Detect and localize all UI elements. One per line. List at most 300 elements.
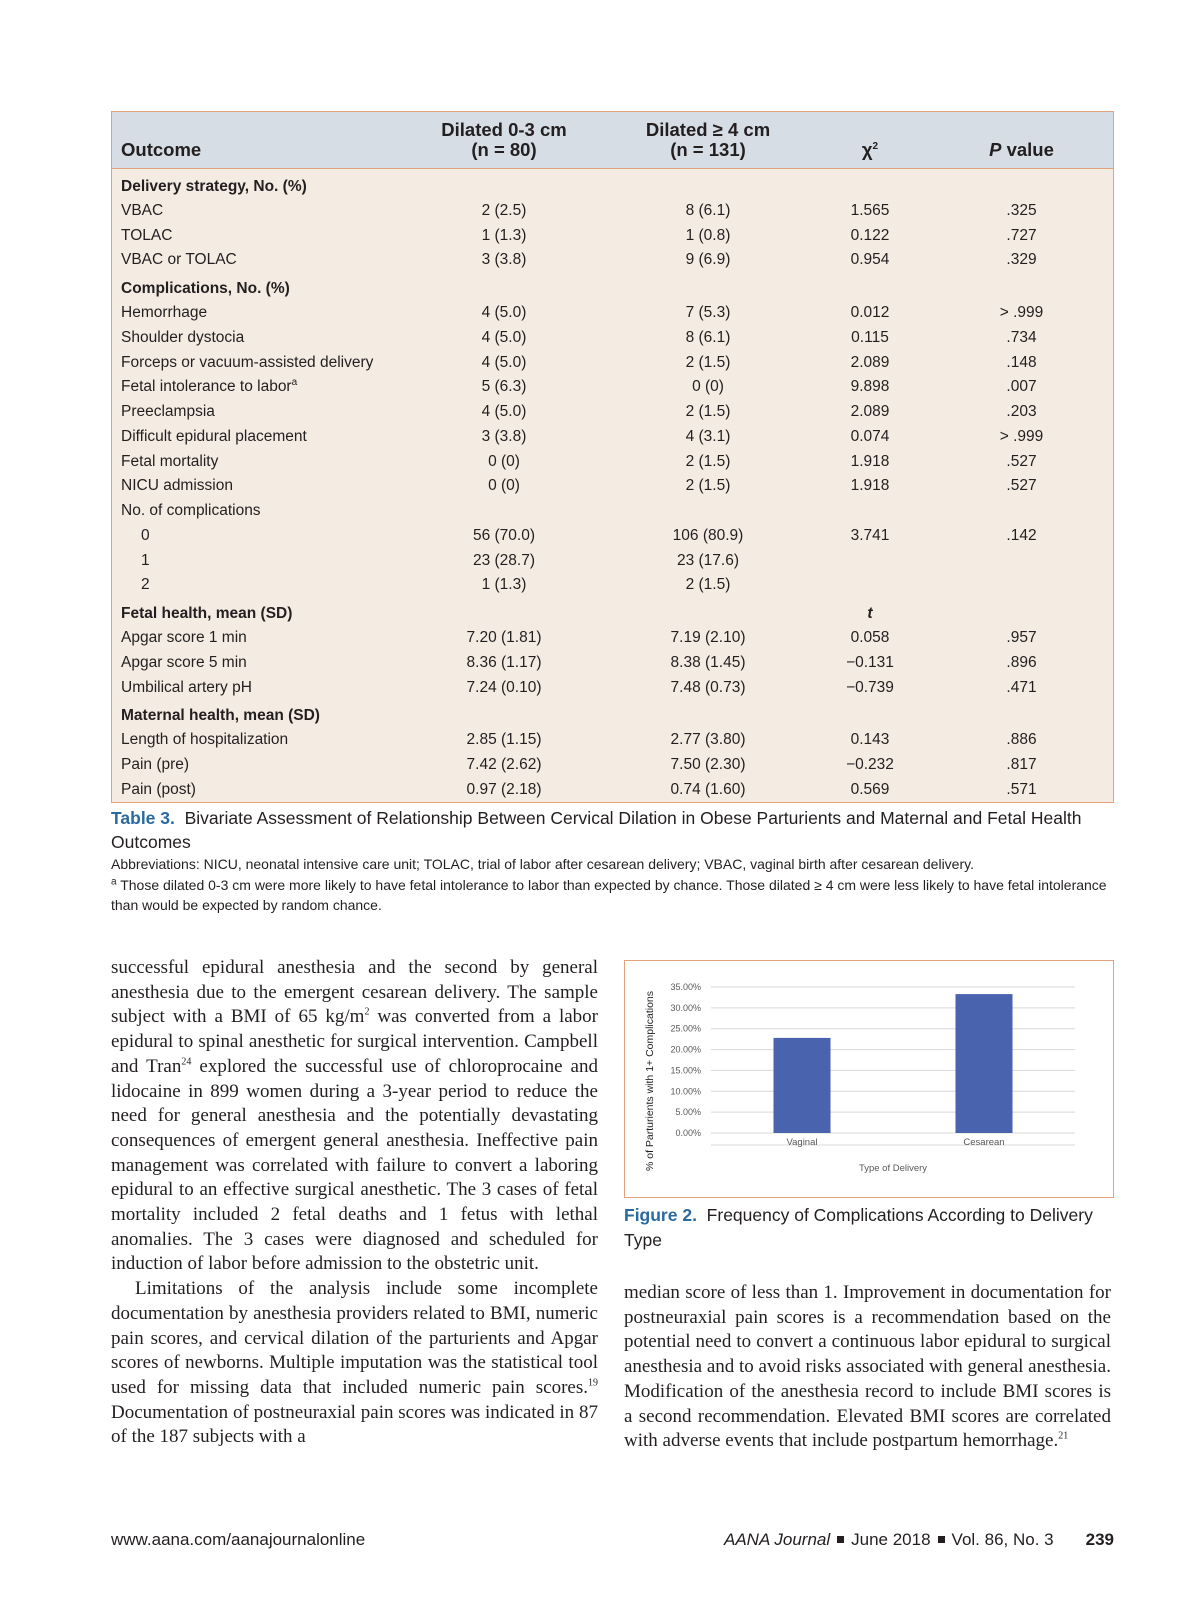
cell-outcome-text: Apgar score 1 min (121, 629, 247, 647)
cell-statistic (810, 223, 930, 248)
cell-outcome (112, 223, 402, 248)
cell-dilated-4-plus-text: 2 (1.5) (685, 576, 731, 594)
table-row (112, 326, 1113, 351)
cell-outcome (112, 573, 402, 598)
cell-p-value (930, 474, 1113, 499)
header-pvalue-rest: value (1001, 138, 1054, 160)
cell-outcome (112, 326, 402, 351)
cell-dilated-4-plus-text: 4 (3.1) (685, 427, 731, 445)
cell-outcome (112, 168, 402, 199)
cell-statistic-text: −0.232 (846, 756, 894, 774)
cell-dilated-4-plus (606, 753, 810, 778)
cell-dilated-0-3-text: 2 (2.5) (481, 201, 527, 219)
cell-dilated-4-plus (606, 675, 810, 700)
table-header-row (112, 112, 1113, 168)
table-row (112, 400, 1113, 425)
separator-square-icon (938, 1536, 945, 1543)
cell-p-value (930, 350, 1113, 375)
cell-outcome-text: Apgar score 5 min (121, 653, 247, 671)
footnote-mark: a (111, 875, 117, 887)
cell-outcome (112, 548, 402, 573)
cell-statistic (810, 168, 930, 199)
cell-dilated-4-plus (606, 778, 810, 803)
cell-p-value (930, 400, 1113, 425)
y-tick-label: 25.00% (670, 1023, 701, 1034)
header-pvalue-p: P (989, 138, 1002, 160)
cell-p-value (930, 499, 1113, 524)
cell-dilated-4-plus-text: 8.38 (1.45) (670, 653, 746, 671)
cell-dilated-0-3 (402, 753, 606, 778)
cell-statistic (810, 350, 930, 375)
x-tick-label: Vaginal (786, 1137, 818, 1148)
cell-outcome-text: 2 (141, 576, 150, 594)
cell-statistic (810, 524, 930, 549)
cell-p-value-text: .203 (1006, 403, 1037, 421)
cell-dilated-0-3-text: 5 (6.3) (481, 378, 527, 396)
cell-dilated-0-3 (402, 375, 606, 400)
cell-dilated-0-3-text: 3 (3.8) (481, 251, 527, 269)
cell-statistic-text: 0.122 (850, 226, 890, 244)
body-text: Limitations of the analysis include some incomplete documentation by anesthesia providers related to BMI, numeric pain scores, and cervical dilation of the parturients and Apgar scores of newborns. Multiple imputation was the statistical tool used for missing data that included numeric pain scores. (111, 1278, 598, 1398)
cell-dilated-0-3 (402, 499, 606, 524)
cell-p-value-text: .727 (1006, 226, 1037, 244)
cell-dilated-4-plus-text: 1 (0.8) (685, 226, 731, 244)
table-abbreviations: Abbreviations: NICU, neonatal intensive care unit; TOLAC, trial of labor after cesarean delivery; VBAC, vaginal birth after cesarean delivery. (111, 856, 974, 872)
cell-dilated-0-3 (402, 626, 606, 651)
cell-statistic-text: 0.143 (850, 731, 890, 749)
cell-outcome-text: VBAC (121, 201, 164, 219)
cell-outcome (112, 199, 402, 224)
table-section-row (112, 700, 1113, 728)
cell-dilated-4-plus (606, 626, 810, 651)
cell-statistic-text: 1.918 (850, 452, 890, 470)
cell-statistic (810, 499, 930, 524)
cell-dilated-4-plus-text: 9 (6.9) (685, 251, 731, 269)
cell-outcome (112, 700, 402, 728)
table-row (112, 778, 1113, 803)
outcomes-table (112, 112, 1113, 802)
cell-dilated-0-3 (402, 474, 606, 499)
cell-dilated-0-3 (402, 301, 606, 326)
cell-dilated-0-3 (402, 425, 606, 450)
cell-dilated-0-3-text: 0 (0) (488, 452, 520, 470)
reference-superscript: 24 (181, 1056, 192, 1068)
table-footnote (111, 875, 1114, 916)
table-section-row (112, 598, 1113, 626)
table-label: Table 3. (111, 808, 175, 828)
cell-dilated-4-plus (606, 449, 810, 474)
cell-dilated-0-3 (402, 449, 606, 474)
cell-dilated-0-3 (402, 524, 606, 549)
cell-statistic (810, 474, 930, 499)
cell-statistic-text: 3.741 (850, 526, 890, 544)
table-row (112, 626, 1113, 651)
cell-outcome (112, 400, 402, 425)
cell-statistic-text: 1.565 (850, 201, 890, 219)
cell-p-value (930, 651, 1113, 676)
cell-p-value (930, 199, 1113, 224)
footnote-mark: a (291, 377, 298, 389)
cell-p-value (930, 248, 1113, 273)
cell-statistic (810, 375, 930, 400)
cell-p-value (930, 728, 1113, 753)
cell-statistic-text: 2.089 (850, 403, 890, 421)
cell-outcome-text: Complications, No. (%) (121, 279, 290, 297)
table-title: Bivariate Assessment of Relationship Between Cervical Dilation in Obese Parturients and Maternal and Fetal Health Outcomes (111, 808, 1082, 852)
cell-statistic-text: −0.131 (846, 653, 894, 671)
cell-outcome-text: TOLAC (121, 226, 173, 244)
body-column-left (111, 956, 598, 1450)
cell-outcome (112, 626, 402, 651)
cell-statistic (810, 400, 930, 425)
table-row (112, 753, 1113, 778)
cell-statistic (810, 301, 930, 326)
y-tick-label: 30.00% (670, 1002, 701, 1013)
x-tick-label: Cesarean (963, 1137, 1005, 1148)
cell-p-value (930, 375, 1113, 400)
cell-dilated-4-plus (606, 573, 810, 598)
y-tick-label: 10.00% (670, 1086, 701, 1097)
table-row (112, 524, 1113, 549)
footer-date: June 2018 (851, 1530, 931, 1549)
cell-p-value-text: .957 (1006, 629, 1037, 647)
cell-dilated-4-plus (606, 700, 810, 728)
cell-outcome (112, 728, 402, 753)
table-row (112, 651, 1113, 676)
footer-journal: AANA Journal (723, 1530, 831, 1549)
table-row (112, 375, 1113, 400)
cell-statistic (810, 425, 930, 450)
cell-p-value-text: > .999 (999, 304, 1044, 322)
cell-dilated-0-3 (402, 700, 606, 728)
cell-outcome-text: Pain (post) (121, 780, 196, 798)
body-column-right (624, 1281, 1111, 1454)
cell-p-value (930, 626, 1113, 651)
table-row (112, 449, 1113, 474)
cell-outcome-text: Fetal mortality (121, 452, 219, 470)
cell-outcome-text: Delivery strategy, No. (%) (121, 177, 307, 195)
cell-statistic-text: t (867, 604, 873, 622)
cell-dilated-4-plus-text: 106 (80.9) (672, 526, 744, 544)
cell-dilated-4-plus (606, 168, 810, 199)
body-text: explored the successful use of chloroprocaine and lidocaine in 899 women during a 3-year period to reduce the need for general anesthesia and the potentially devastating consequences of emergent general anesthesia. Ineffective pain management was correlated with failure to convert a laboring epidural to an effective surgical anesthetic. The 3 cases of fetal mortality included 2 fetal deaths and 1 fetus with lethal anomalies. The 3 cases were diagnosed and scheduled for induction of labor before admission to the obstetric unit. (111, 1055, 598, 1275)
cell-dilated-4-plus-text: 2 (1.5) (685, 353, 731, 371)
footnote-text: Those dilated 0-3 cm were more likely to have fetal intolerance to labor than expected by chance. Those dilated ≥ 4 cm were less likely to have fetal intolerance than would be expected by random chance. (111, 876, 1107, 913)
cell-statistic (810, 700, 930, 728)
cell-p-value-text: .527 (1006, 452, 1037, 470)
cell-statistic (810, 778, 930, 803)
cell-dilated-0-3 (402, 326, 606, 351)
cell-p-value (930, 573, 1113, 598)
cell-p-value-text: .007 (1006, 378, 1037, 396)
cell-statistic (810, 573, 930, 598)
cell-outcome (112, 675, 402, 700)
cell-dilated-0-3-text: 4 (5.0) (481, 328, 527, 346)
cell-dilated-4-plus-text: 7.50 (2.30) (670, 756, 746, 774)
cell-dilated-0-3 (402, 548, 606, 573)
table-3 (111, 111, 1114, 803)
cell-dilated-4-plus (606, 651, 810, 676)
cell-dilated-4-plus-text: 8 (6.1) (685, 201, 731, 219)
cell-statistic (810, 651, 930, 676)
cell-outcome (112, 524, 402, 549)
cell-statistic-text: 0.058 (850, 629, 890, 647)
cell-dilated-4-plus (606, 273, 810, 301)
cell-outcome (112, 248, 402, 273)
cell-outcome-text: VBAC or TOLAC (121, 251, 237, 269)
cell-dilated-4-plus (606, 375, 810, 400)
table-row (112, 728, 1113, 753)
cell-dilated-0-3-text: 4 (5.0) (481, 304, 527, 322)
cell-dilated-4-plus-text: 2 (1.5) (685, 403, 731, 421)
cell-statistic (810, 728, 930, 753)
cell-dilated-0-3-text: 56 (70.0) (472, 526, 536, 544)
cell-statistic (810, 626, 930, 651)
cell-p-value (930, 700, 1113, 728)
cell-statistic-text: 2.089 (850, 353, 890, 371)
header-outcome-label: Outcome (121, 138, 202, 160)
paragraph-anesthesia (111, 956, 598, 1277)
cell-dilated-0-3-text: 1 (1.3) (481, 226, 527, 244)
cell-p-value-text: .329 (1006, 251, 1037, 269)
reference-superscript: 2 (364, 1007, 370, 1019)
cell-p-value (930, 524, 1113, 549)
cell-dilated-0-3 (402, 223, 606, 248)
figure-caption (624, 1203, 1114, 1252)
cell-outcome-text: NICU admission (121, 477, 233, 495)
cell-p-value (930, 753, 1113, 778)
cell-outcome (112, 350, 402, 375)
cell-statistic-text: 0.115 (851, 328, 889, 346)
paragraph-recommendations (624, 1281, 1111, 1454)
cell-outcome-text: Fetal health, mean (SD) (121, 604, 293, 622)
cell-p-value-text: .817 (1006, 756, 1037, 774)
figure-label: Figure 2. (624, 1205, 697, 1225)
y-tick-label: 0.00% (675, 1128, 701, 1138)
header-chi-sup: 2 (872, 140, 879, 152)
cell-outcome (112, 375, 402, 400)
y-tick-label: 35.00% (670, 982, 701, 992)
cell-p-value (930, 425, 1113, 450)
y-axis-title: % of Parturients with 1+ Complications (644, 990, 656, 1172)
table-row (112, 199, 1113, 224)
cell-dilated-4-plus (606, 223, 810, 248)
cell-outcome (112, 753, 402, 778)
cell-statistic (810, 199, 930, 224)
cell-dilated-4-plus (606, 524, 810, 549)
cell-outcome (112, 301, 402, 326)
cell-dilated-4-plus-text: 7.48 (0.73) (670, 678, 746, 696)
cell-outcome (112, 598, 402, 626)
cell-dilated-0-3-text: 0 (0) (488, 477, 520, 495)
cell-statistic-text: 9.898 (850, 378, 890, 396)
figure-title: Frequency of Complications According to Delivery Type (624, 1205, 1093, 1250)
reference-superscript: 19 (588, 1377, 598, 1389)
cell-outcome-text: Hemorrhage (121, 304, 208, 322)
body-text: median score of less than 1. Improvement in documentation for postneuraxial pain scores is a recommendation based on the potential need to convert a continuous labor epidural to surgical anesthesia and to avoid risks associated with general anesthesia. Modification of the anesthesia record to include BMI scores is a second recommendation. Elevated BMI scores are correlated with adverse events that include postpartum hemorrhage. (624, 1282, 1111, 1452)
table-row (112, 474, 1113, 499)
cell-dilated-0-3-text: 7.24 (0.10) (466, 678, 542, 696)
cell-dilated-0-3 (402, 350, 606, 375)
cell-dilated-4-plus (606, 425, 810, 450)
cell-dilated-0-3-text: 8.36 (1.17) (466, 653, 542, 671)
cell-outcome-text: Umbilical artery pH (121, 678, 252, 696)
cell-p-value (930, 598, 1113, 626)
table-row (112, 548, 1113, 573)
header-group1-n: (n = 80) (471, 138, 537, 160)
table-row (112, 573, 1113, 598)
footer-citation (724, 1530, 1114, 1550)
cell-dilated-0-3 (402, 651, 606, 676)
cell-dilated-4-plus (606, 400, 810, 425)
y-tick-label: 5.00% (675, 1107, 701, 1118)
x-axis-title: Type of Delivery (858, 1163, 928, 1174)
cell-dilated-4-plus-text: 0.74 (1.60) (670, 780, 746, 798)
cell-dilated-0-3-text: 4 (5.0) (481, 403, 527, 421)
cell-dilated-0-3-text: 2.85 (1.15) (466, 731, 542, 749)
cell-outcome-text: Fetal intolerance to labor (121, 378, 292, 396)
table-row (112, 499, 1113, 524)
table-caption-title (111, 806, 1114, 854)
cell-dilated-4-plus-text: 7 (5.3) (685, 304, 731, 322)
cell-outcome (112, 651, 402, 676)
cell-p-value-text: .571 (1006, 780, 1037, 798)
cell-dilated-0-3-text: 1 (1.3) (481, 576, 527, 594)
cell-outcome-text: Pain (pre) (121, 756, 190, 774)
cell-p-value (930, 301, 1113, 326)
cell-p-value-text: .325 (1006, 201, 1037, 219)
cell-outcome-text: Preeclampsia (121, 403, 215, 421)
cell-dilated-4-plus (606, 199, 810, 224)
cell-dilated-0-3 (402, 199, 606, 224)
cell-dilated-4-plus (606, 499, 810, 524)
cell-outcome-text: Difficult epidural placement (121, 427, 307, 445)
body-text: successful epidural anesthesia and the second by general anesthesia due to the emergent cesarean delivery. The sample subject with a BMI of 65 kg/m (111, 957, 598, 1028)
cell-outcome-text: Maternal health, mean (SD) (121, 707, 320, 724)
paragraph-limitations (111, 1277, 598, 1450)
cell-dilated-0-3-text: 7.20 (1.81) (466, 629, 542, 647)
header-group2-title: Dilated ≥ 4 cm (645, 118, 771, 140)
cell-dilated-4-plus (606, 548, 810, 573)
cell-dilated-0-3-text: 4 (5.0) (481, 353, 527, 371)
cell-dilated-4-plus (606, 728, 810, 753)
footer-volume: Vol. 86, No. 3 (951, 1530, 1054, 1549)
cell-statistic-text: 0.954 (850, 251, 890, 269)
cell-dilated-4-plus (606, 350, 810, 375)
footer-url: www.aana.com/aanajournalonline (111, 1530, 366, 1549)
header-group1-title: Dilated 0-3 cm (441, 118, 567, 140)
table-section-row (112, 168, 1113, 199)
table-row (112, 248, 1113, 273)
cell-statistic-text: 0.569 (850, 780, 890, 798)
cell-outcome-text: Length of hospitalization (121, 731, 289, 749)
cell-dilated-0-3-text: 3 (3.8) (481, 427, 527, 445)
cell-dilated-4-plus-text: 0 (0) (692, 378, 724, 396)
cell-dilated-4-plus-text: 2 (1.5) (685, 477, 731, 495)
table-section-row (112, 273, 1113, 301)
cell-statistic-text: 1.918 (850, 477, 890, 495)
cell-dilated-4-plus-text: 23 (17.6) (676, 551, 740, 569)
table-row (112, 425, 1113, 450)
cell-outcome-text: No. of complications (121, 502, 261, 520)
body-text: was converted from a labor epidural to spinal anesthetic for surgical intervention. Campbell and Tran (111, 1006, 599, 1077)
body-text: Documentation of postneuraxial pain scores was indicated in 87 of the 187 subjects with a (111, 1401, 598, 1448)
cell-p-value (930, 548, 1113, 573)
cell-p-value (930, 326, 1113, 351)
cell-p-value-text: .471 (1006, 678, 1037, 696)
header-group2-n: (n = 131) (670, 138, 746, 160)
header-group1 (402, 112, 606, 168)
header-outcome (112, 112, 402, 168)
cell-dilated-0-3-text: 23 (28.7) (472, 551, 536, 569)
cell-dilated-4-plus (606, 598, 810, 626)
complications-bar-chart (625, 961, 1113, 1197)
bar-cesarean (956, 994, 1013, 1133)
cell-dilated-0-3 (402, 400, 606, 425)
cell-statistic-text: −0.739 (846, 678, 894, 696)
cell-outcome (112, 499, 402, 524)
cell-outcome (112, 449, 402, 474)
cell-p-value-text: .734 (1006, 328, 1037, 346)
cell-p-value-text: .896 (1006, 653, 1037, 671)
cell-dilated-4-plus (606, 248, 810, 273)
cell-outcome (112, 474, 402, 499)
cell-dilated-4-plus (606, 474, 810, 499)
cell-outcome-text: Shoulder dystocia (121, 328, 245, 346)
cell-dilated-0-3-text: 0.97 (2.18) (466, 780, 542, 798)
cell-statistic (810, 326, 930, 351)
y-tick-label: 20.00% (670, 1044, 701, 1055)
table-body (112, 168, 1113, 802)
cell-statistic (810, 598, 930, 626)
cell-p-value (930, 273, 1113, 301)
cell-statistic (810, 753, 930, 778)
cell-statistic (810, 248, 930, 273)
cell-dilated-4-plus-text: 2 (1.5) (685, 452, 731, 470)
header-pvalue (930, 112, 1113, 168)
table-row (112, 301, 1113, 326)
header-group2 (606, 112, 810, 168)
table-row (112, 675, 1113, 700)
bar-vaginal (774, 1038, 831, 1133)
cell-p-value (930, 449, 1113, 474)
cell-outcome-text: Forceps or vacuum-assisted delivery (121, 353, 374, 371)
cell-statistic-text: 0.074 (850, 427, 890, 445)
separator-square-icon (837, 1536, 844, 1543)
cell-dilated-4-plus (606, 326, 810, 351)
cell-dilated-0-3 (402, 675, 606, 700)
cell-statistic (810, 675, 930, 700)
cell-dilated-4-plus-text: 8 (6.1) (685, 328, 731, 346)
figure-2 (624, 960, 1114, 1198)
cell-outcome-text: 0 (141, 526, 150, 544)
cell-dilated-0-3 (402, 168, 606, 199)
cell-p-value-text: > .999 (999, 427, 1044, 445)
cell-dilated-0-3 (402, 728, 606, 753)
cell-dilated-0-3 (402, 573, 606, 598)
cell-p-value (930, 223, 1113, 248)
cell-statistic (810, 449, 930, 474)
cell-dilated-4-plus (606, 301, 810, 326)
table-caption (111, 806, 1114, 916)
cell-dilated-4-plus-text: 7.19 (2.10) (670, 629, 746, 647)
cell-p-value (930, 168, 1113, 199)
cell-outcome (112, 425, 402, 450)
cell-p-value (930, 778, 1113, 803)
cell-outcome (112, 778, 402, 803)
table-row (112, 223, 1113, 248)
page-number: 239 (1085, 1530, 1114, 1549)
